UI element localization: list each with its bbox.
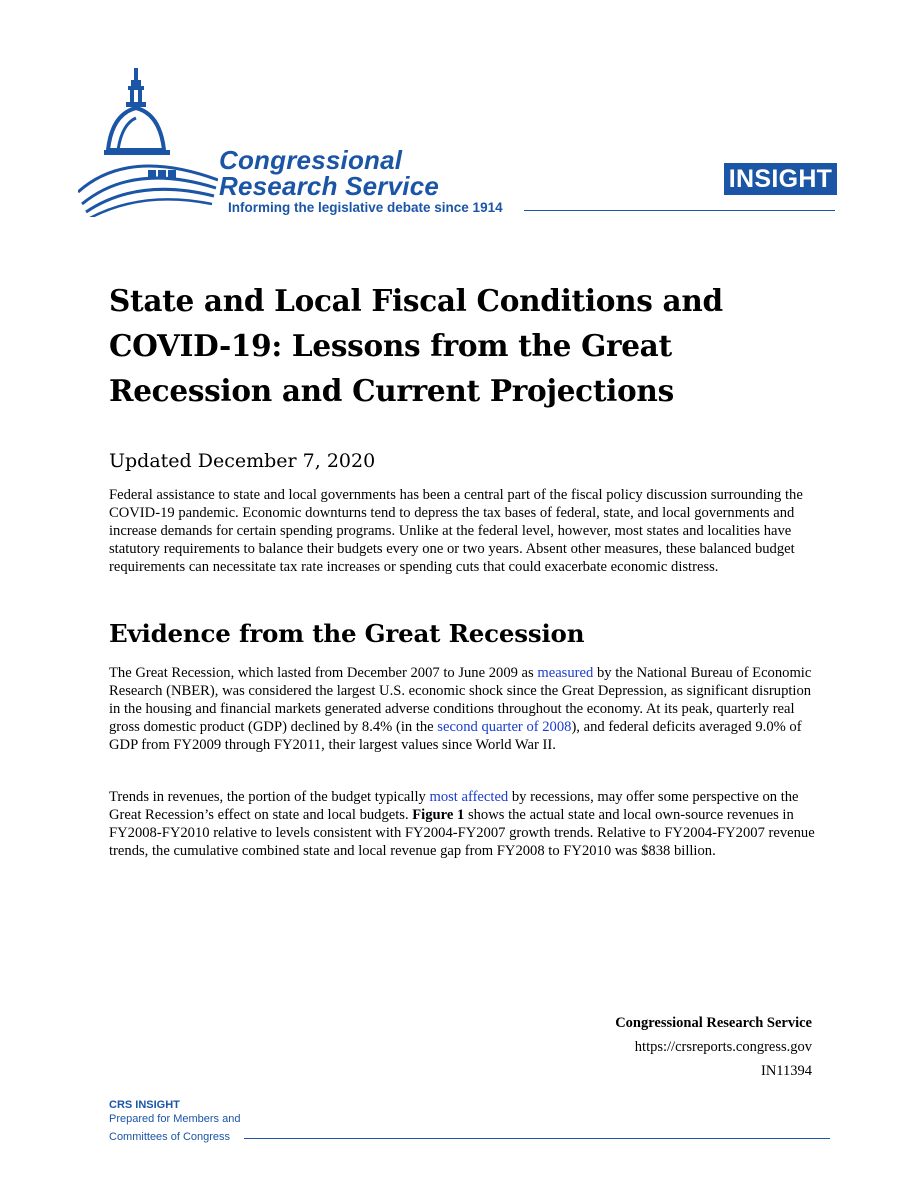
prepared-for-line2: Committees of Congress — [109, 1131, 231, 1143]
paragraph-text: ), and federal deficits averaged 9.0% of GDP from FY2009 through FY2011, their largest values since World War II. — [109, 719, 802, 754]
footer-org-name: Congressional Research Service — [615, 1015, 812, 1031]
footer-divider — [244, 1138, 830, 1139]
intro-paragraph: Federal assistance to state and local governments has been a central part of the fiscal policy discussion surrounding the COVID-19 pandemic. Economic downturns tend to depress the tax bases of federal, state, and local governments and increase demands for certain spending programs. Unlike at the federal level, however, most states and localities have statutory requirements to balance their budgets every one or two years. Absent other measures, these balanced budget requirements can necessitate tax rate increases or spending cuts that could exacerbate economic distress. — [109, 487, 803, 576]
crs-insight-label: CRS INSIGHT — [109, 1099, 180, 1111]
paragraph-text: by the National Bureau of Economic Research (NBER), was considered the largest U.S. economic shock since the Great Depression, as significant disruption in the housing and financial markets generated adverse conditions throughout the economy. At its peak, quarterly real gross domestic product (GDP) declined by 8.4% (in the — [109, 665, 812, 736]
paragraph-text: by recessions, may offer some perspective on the Great Recession’s effect on state and local budgets. — [109, 789, 799, 824]
insight-badge: INSIGHT — [724, 163, 837, 195]
second-quarter-2008-link[interactable]: second quarter of 2008 — [437, 719, 572, 736]
report-id: IN11394 — [760, 1063, 812, 1079]
most-affected-link[interactable]: most affected — [429, 789, 509, 805]
document-title: State and Local Fiscal Conditions and COVID-19: Lessons from the Great Recession and Current Projections — [109, 283, 723, 408]
org-name-line2: Research Service — [219, 171, 440, 201]
section-heading: Evidence from the Great Recession — [109, 619, 585, 648]
measured-link[interactable]: measured — [537, 665, 594, 681]
paragraph-revenue-trends — [109, 788, 819, 860]
paragraph-text: Trends in revenues, the portion of the budget typically — [109, 789, 430, 805]
paragraph-great-recession — [109, 664, 819, 754]
prepared-for-line1: Prepared for Members and — [109, 1113, 241, 1125]
updated-date: Updated December 7, 2020 — [109, 450, 376, 472]
capitol-dome-icon — [78, 62, 218, 217]
paragraph-text: The Great Recession, which lasted from December 2007 to June 2009 as — [109, 665, 538, 681]
paragraph-text: shows the actual state and local own-source revenues in FY2008-FY2010 relative to levels consistent with FY2004-FY2007 growth trends. Relative to FY2004-FY2007 revenue trends, the cumulative combined state and local revenue gap from FY2008 to FY2010 was $838 billion. — [109, 807, 815, 860]
header-divider — [524, 210, 835, 211]
org-name-line1: Congressional — [219, 145, 403, 175]
org-tagline: Informing the legislative debate since 1914 — [228, 200, 503, 215]
footer-url[interactable]: https://crsreports.congress.gov — [634, 1039, 812, 1055]
figure-reference: Figure 1 — [412, 807, 465, 824]
